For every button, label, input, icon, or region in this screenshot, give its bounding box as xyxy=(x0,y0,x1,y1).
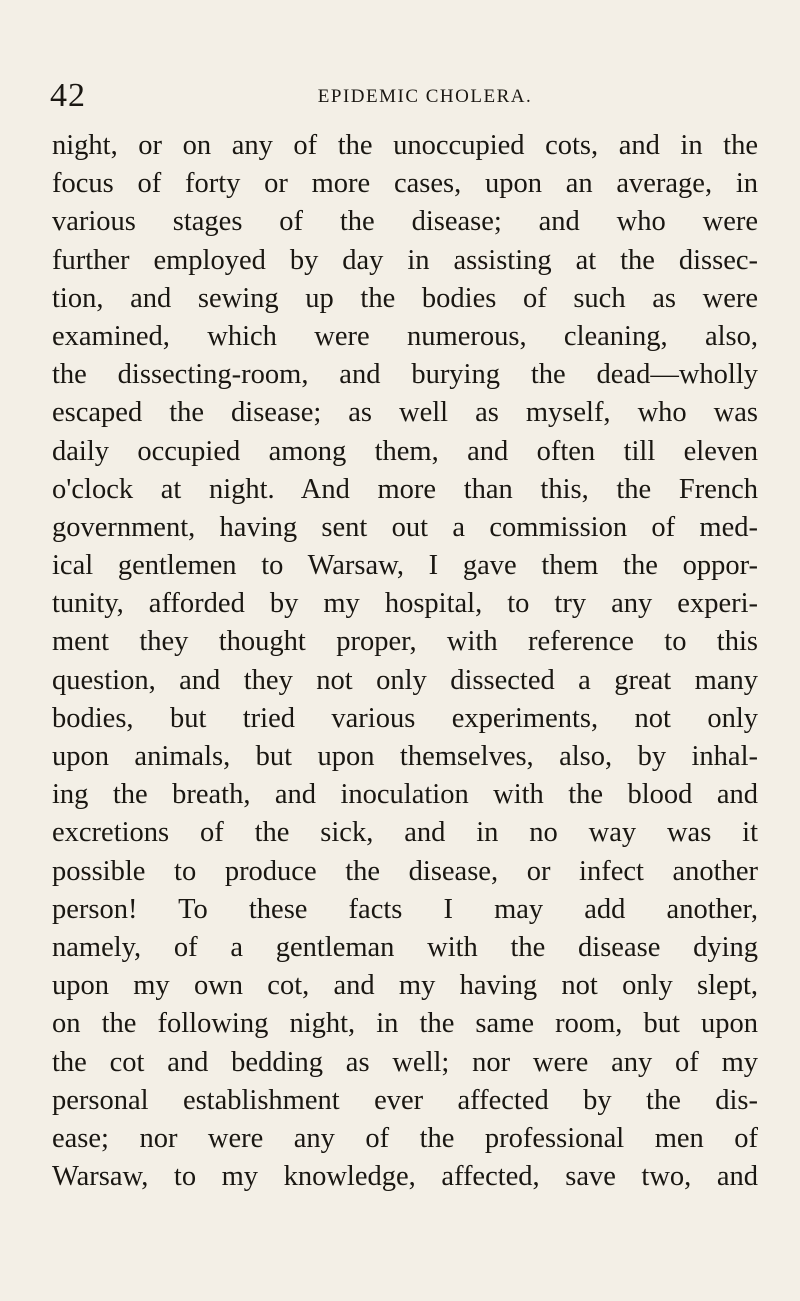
text-line: escaped the disease; as well as myself, who was xyxy=(52,397,758,429)
text-line: excretions of the sick, and in no way was it xyxy=(52,817,758,849)
running-title: EPIDEMIC CHOLERA. xyxy=(317,86,533,107)
text-line: night, or on any of the unoccupied cots, and in the xyxy=(52,130,758,161)
text-line: the cot and bedding as well; nor were any of my xyxy=(52,1046,758,1078)
text-line: tunity, afforded by my hospital, to try any experi- xyxy=(52,588,758,620)
text-line: examined, which were numerous, cleaning, also, xyxy=(52,320,758,352)
text-line: o'clock at night. And more than this, the French xyxy=(52,473,758,505)
text-line: on the following night, in the same room, but upon xyxy=(52,1008,758,1040)
text-line: various stages of the disease; and who were xyxy=(52,206,758,238)
text-line: ing the breath, and inoculation with the blood and xyxy=(52,779,758,811)
text-line: daily occupied among them, and often till eleven xyxy=(52,435,758,467)
text-line: question, and they not only dissected a great many xyxy=(52,664,758,696)
text-line: focus of forty or more cases, upon an average, in xyxy=(52,168,758,200)
text-line: further employed by day in assisting at the dissec- xyxy=(52,244,758,276)
page-number: 42 xyxy=(50,77,86,114)
text-line: namely, of a gentleman with the disease dying xyxy=(52,931,758,963)
text-line: bodies, but tried various experiments, not only xyxy=(52,702,758,734)
running-head xyxy=(50,78,760,114)
text-line: ment they thought proper, with reference to this xyxy=(52,626,758,658)
text-line: upon animals, but upon themselves, also, by inhal- xyxy=(52,741,758,772)
text-line: the dissecting-room, and burying the dead—wholly xyxy=(52,359,758,391)
text-line: government, having sent out a commission of med- xyxy=(52,511,758,543)
text-line: person! To these facts I may add another, xyxy=(52,893,758,925)
text-line: ease; nor were any of the professional men of xyxy=(52,1122,758,1154)
text-line: tion, and sewing up the bodies of such as were xyxy=(52,282,758,314)
text-line: personal establishment ever affected by the dis- xyxy=(52,1084,758,1116)
text-line: ical gentlemen to Warsaw, I gave them the oppor- xyxy=(52,550,758,582)
body-text xyxy=(52,127,758,1196)
text-line: upon my own cot, and my having not only slept, xyxy=(52,970,758,1002)
text-line: possible to produce the disease, or infect another xyxy=(52,855,758,887)
text-line: Warsaw, to my knowledge, affected, save two, and xyxy=(52,1161,758,1193)
